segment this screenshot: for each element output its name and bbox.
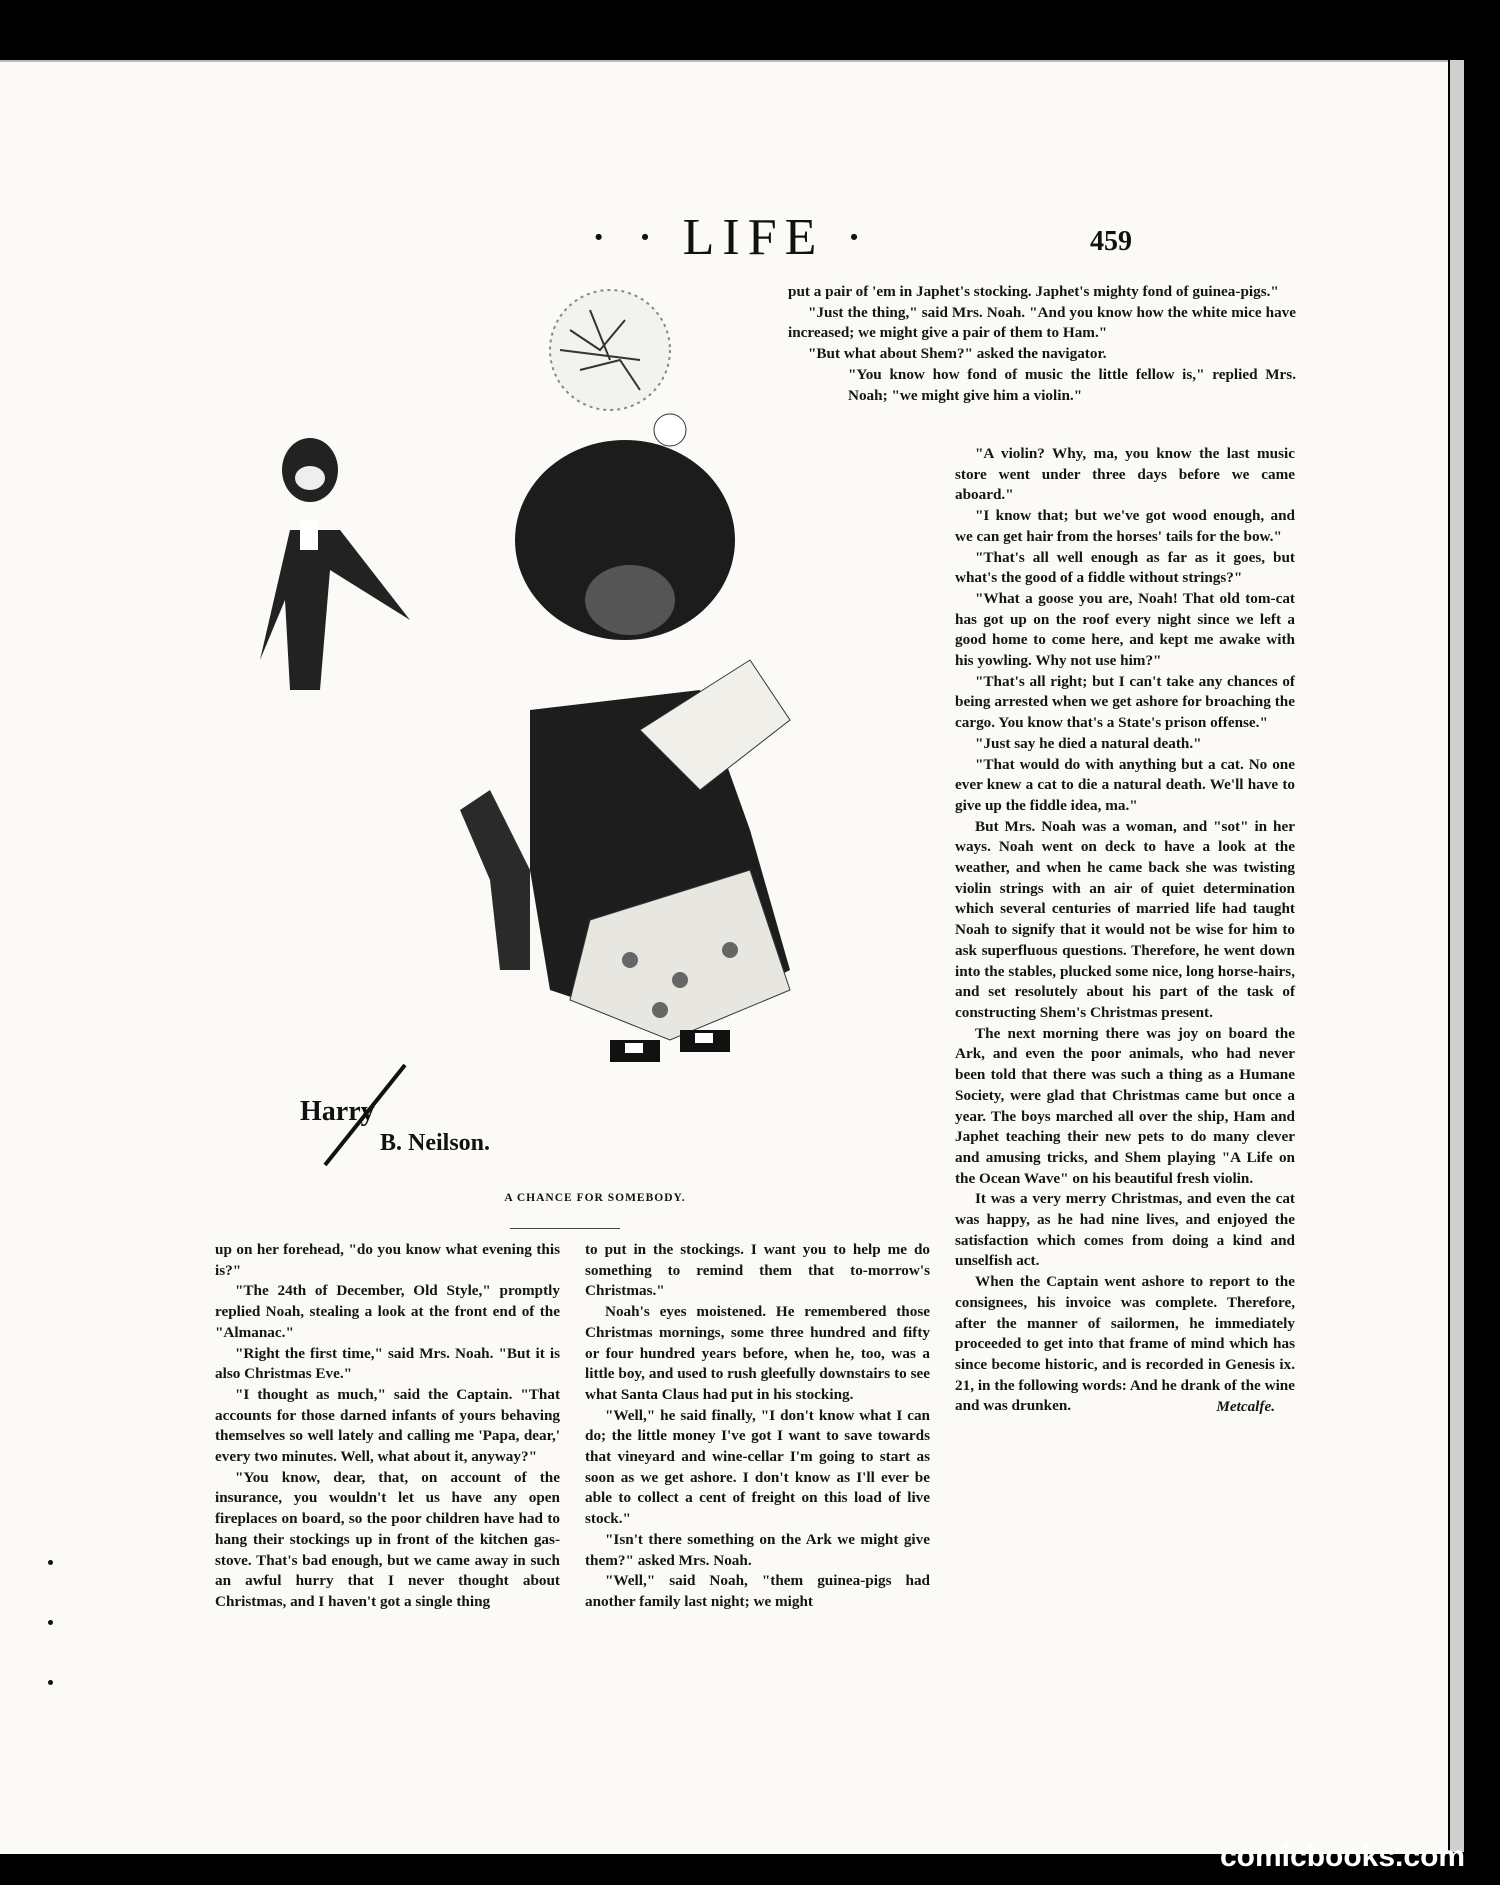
paragraph: "That would do with anything but a cat. No one ever knew a cat to die a natural death. We'll have to give up the fiddle idea, ma." bbox=[955, 755, 1295, 814]
paragraph: "What a goose you are, Noah! That old tom-cat has got up on the roof every night since we left a good home to come here, and kept me awake with his yowling. Why not use him?" bbox=[955, 589, 1295, 670]
paragraph: up on her forehead, "do you know what evening this is?" bbox=[215, 1241, 560, 1279]
site-watermark: comicbooks.com bbox=[1220, 1840, 1466, 1873]
mistletoe-icon bbox=[550, 290, 670, 410]
caption-divider bbox=[510, 1228, 620, 1229]
paragraph: The next morning there was joy on board the Ark, and even the poor animals, who had never been told that there was such a thing as a Humane Society, were glad that Christmas came but once a year. The boys marched all over the ship, Ham and Japhet teaching their new pets to do many clever and amusing tricks, and Shem playing "A Life on the Ocean Wave" on his beautiful fresh violin. bbox=[955, 1024, 1295, 1187]
paragraph: "Well," said Noah, "them guinea-pigs had another family last night; we might bbox=[585, 1572, 930, 1610]
paragraph: It was a very merry Christmas, and even the cat was happy, as he had nine lives, and enjoyed the satisfaction which comes from doing a kind and unselfish act. bbox=[955, 1190, 1295, 1270]
paragraph: "But what about Shem?" asked the navigator. bbox=[808, 345, 1107, 363]
svg-text:Harry: Harry bbox=[300, 1096, 375, 1127]
masthead bbox=[590, 208, 1190, 268]
paragraph: "I thought as much," said the Captain. "That accounts for those darned infants of yours behaving themselves so well lately and calling me 'Papa, dear,' every two minutes. Well, what about it, anyway?" bbox=[215, 1385, 560, 1466]
large-monkey-figure bbox=[460, 414, 790, 1062]
paragraph: "That's all well enough as far as it goes, but what's the good of a fiddle without strings?" bbox=[955, 548, 1295, 587]
paragraph: to put in the stockings. I want you to help me do something to remind them that to-morrow's Christmas." bbox=[585, 1241, 930, 1300]
paragraph: "The 24th of December, Old Style," promptly replied Noah, stealing a look at the front end of the "Almanac." bbox=[215, 1282, 560, 1341]
page-edge bbox=[1450, 60, 1464, 1852]
magazine-title: · · LIFE · bbox=[590, 209, 871, 266]
paragraph: "Right the first time," said Mrs. Noah. "But it is also Christmas Eve." bbox=[215, 1344, 560, 1383]
svg-text:B. Neilson.: B. Neilson. bbox=[380, 1130, 491, 1156]
small-monkey-figure bbox=[260, 438, 410, 690]
paragraph: "That's all right; but I can't take any chances of being arrested when we get ashore for broaching the cargo. You know that's a State's prison offense." bbox=[955, 672, 1295, 732]
artist-signature bbox=[295, 1060, 515, 1170]
binding-dot bbox=[48, 1680, 53, 1685]
paragraph: "Just the thing," said Mrs. Noah. "And you know how the white mice have increased; we might give a pair of them to Ham." bbox=[788, 303, 1296, 342]
paragraph: But Mrs. Noah was a woman, and "sot" in her ways. Noah went on deck to have a look at the weather, and when he came back she was twisting violin strings with an air of quiet determination which several centuries of married life had taught Noah to signify that it would not be wise for him to ask superfluous questions. Therefore, he went down into the stables, plucked some nice, long horse-hairs, and set resolutely about his part of the task of constructing Shem's Christmas present. bbox=[955, 817, 1295, 1021]
paragraph: "I know that; but we've got wood enough, and we can get hair from the horses' tails for the bow." bbox=[955, 507, 1295, 545]
paragraph: When the Captain went ashore to report to the consignees, his invoice was complete. Therefore, after the manner of sailormen, he immediately proceeded to get into that frame of mind which has since become historic, and is recorded in Genesis ix. 21, in the following words: And he drank of the wine and was drunken. bbox=[955, 1273, 1295, 1415]
paragraph: "A violin? Why, ma, you know the last music store went under three days before we came aboard." bbox=[955, 445, 1295, 504]
author-signoff: Metcalfe. bbox=[1216, 1398, 1275, 1416]
paragraph: "Well," he said finally, "I don't know what I can do; the little money I've got I want to save towards that vineyard and wine-cellar I'm going to start as soon as we get ashore. I don't know as I'll ever be able to collect a cent of freight on this load of live stock." bbox=[585, 1406, 930, 1528]
paragraph: "Isn't there something on the Ark we might give them?" asked Mrs. Noah. bbox=[585, 1530, 930, 1569]
paragraph: "Just say he died a natural death." bbox=[975, 734, 1202, 752]
binding-dot bbox=[48, 1560, 53, 1565]
article-column-middle bbox=[585, 1240, 930, 1613]
article-column-right-top bbox=[788, 282, 1296, 406]
page-number: 459 bbox=[1090, 226, 1132, 257]
paragraph: "You know, dear, that, on account of the insurance, you wouldn't let us have any open fireplaces on board, so the poor children have had to hang their stockings up in front of the kitchen gas-stove. That's bad enough, but we came away in such an awful hurry that I never thought about Christmas, and I haven't got a single thing bbox=[215, 1468, 560, 1610]
illustration-caption: A CHANCE FOR SOMEBODY. bbox=[504, 1192, 686, 1204]
paragraph: put a pair of 'em in Japhet's stocking. Japhet's mighty fond of guinea-pigs." bbox=[788, 283, 1279, 300]
paragraph: Noah's eyes moistened. He remembered those Christmas mornings, some three hundred and fifty or four hundred years before, when he, too, was a little boy, and used to rush gleefully downstairs to see what Santa Claus had put in his stocking. bbox=[585, 1303, 930, 1403]
paragraph: "You know how fond of music the little fellow is," replied Mrs. Noah; "we might give him a violin." bbox=[848, 365, 1296, 404]
binding-dot bbox=[48, 1620, 53, 1625]
article-column-right bbox=[955, 444, 1295, 1418]
article-column-left bbox=[215, 1240, 560, 1613]
